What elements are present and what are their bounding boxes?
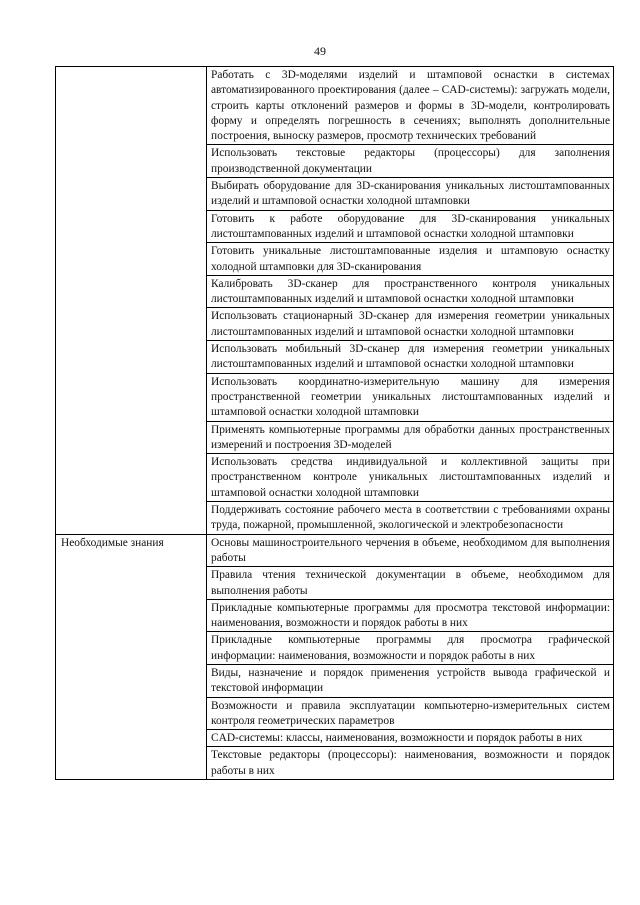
skill-item (207, 67, 614, 145)
skill-item-text: Использовать стационарный 3D-сканер для измерения геометрии уникальных листоштампованных изделий и штамповой оснастки холодной штамповки (211, 310, 610, 338)
skill-item (207, 502, 614, 535)
skill-item (207, 210, 614, 243)
skill-item (207, 145, 614, 178)
skill-item-text: Готовить к работе оборудование для 3D-сканирования уникальных листоштампованных изделий и штамповой оснастки холодной штамповки (211, 212, 610, 240)
knowledge-item (207, 747, 614, 780)
knowledge-item (207, 697, 614, 730)
skill-item (207, 178, 614, 211)
knowledge-item-text: Прикладные компьютерные программы для просмотра текстовой информации: наименования, возможности и порядок работы в них (211, 601, 610, 630)
knowledge-item (207, 664, 614, 697)
knowledge-item (207, 567, 614, 600)
skill-item (207, 275, 614, 308)
skills-label-cell (56, 67, 207, 535)
knowledge-item-text: Текстовые редакторы (процессоры): наименования, возможности и порядок работы в них (211, 749, 610, 777)
skill-item (207, 373, 614, 421)
knowledge-item-text: Основы машиностроительного черчения в объеме, необходимом для выполнения работы (211, 536, 610, 564)
knowledge-item-text: Правила чтения технической документации в объеме, необходимом для выполнения работы (211, 569, 610, 597)
skill-item-text: Готовить уникальные листоштампованные изделия и штамповую оснастку холодной штамповки для 3D-сканирования (211, 245, 610, 273)
skill-item (207, 454, 614, 502)
knowledge-label-cell: Необходимые знания (56, 534, 207, 779)
skill-item-text: Калибровать 3D-сканер для пространственного контроля уникальных листоштампованных изделий и штамповой оснастки холодной штамповки (211, 277, 610, 306)
knowledge-item (207, 730, 614, 747)
skill-item-text: Поддерживать состояние рабочего места в соответствии с требованиями охраны труда, пожарной, промышленной, экологической и электробезопасности (211, 504, 610, 532)
skill-item-text: Использовать мобильный 3D-сканер для измерения геометрии уникальных листоштампованных изделий и штамповой оснастки холодной штамповки (211, 343, 610, 371)
skill-item-text: Применять компьютерные программы для обработки данных пространственных измерений и построения 3D-моделей (211, 423, 610, 451)
knowledge-item-text: Прикладные компьютерные программы для просмотра графической информации: наименования, возможности и порядок работы в них (211, 634, 610, 662)
skill-item (207, 421, 614, 454)
knowledge-item (207, 534, 614, 567)
knowledge-item (207, 599, 614, 632)
knowledge-item-text: Виды, назначение и порядок применения устройств вывода графической и текстовой информации (211, 666, 610, 695)
skill-item-text: Работать с 3D-моделями изделий и штамповой оснастки в системах автоматизированного проектирования (далее – CAD-системы): загружать модели, строить карты отклонений размеров и формы в 3D-модели, контролировать форму и определять погрешность в сечениях; выполнять дополнительные построения, выноску размеров, просмотр технических требований (211, 69, 610, 143)
knowledge-item-text: Возможности и правила эксплуатации компьютерно-измерительных систем контроля геометрических параметров (211, 699, 610, 727)
skill-item-text: Использовать текстовые редакторы (процессоры) для заполнения производственной документации (211, 147, 610, 175)
page-number: 49 (314, 44, 326, 58)
table-row (56, 67, 614, 145)
skill-item (207, 308, 614, 341)
skill-item-text: Использовать средства индивидуальной и коллективной защиты при пространственном контроле уникальных листоштампованных изделий и штамповой оснастки холодной штамповки (211, 456, 610, 499)
knowledge-item-text: CAD-системы: классы, наименования, возможности и порядок работы в них (211, 732, 583, 745)
table-row (56, 534, 614, 567)
requirements-table (55, 66, 614, 780)
skill-item (207, 341, 614, 374)
knowledge-item (207, 632, 614, 665)
skill-item (207, 243, 614, 276)
skill-item-text: Выбирать оборудование для 3D-сканирования уникальных листоштампованных изделий и штамповой оснастки холодной штамповки (211, 180, 610, 208)
skill-item-text: Использовать координатно-измерительную машину для измерения пространственной геометрии уникальных листоштампованных изделий и штамповой оснастки холодной штамповки (211, 375, 610, 419)
